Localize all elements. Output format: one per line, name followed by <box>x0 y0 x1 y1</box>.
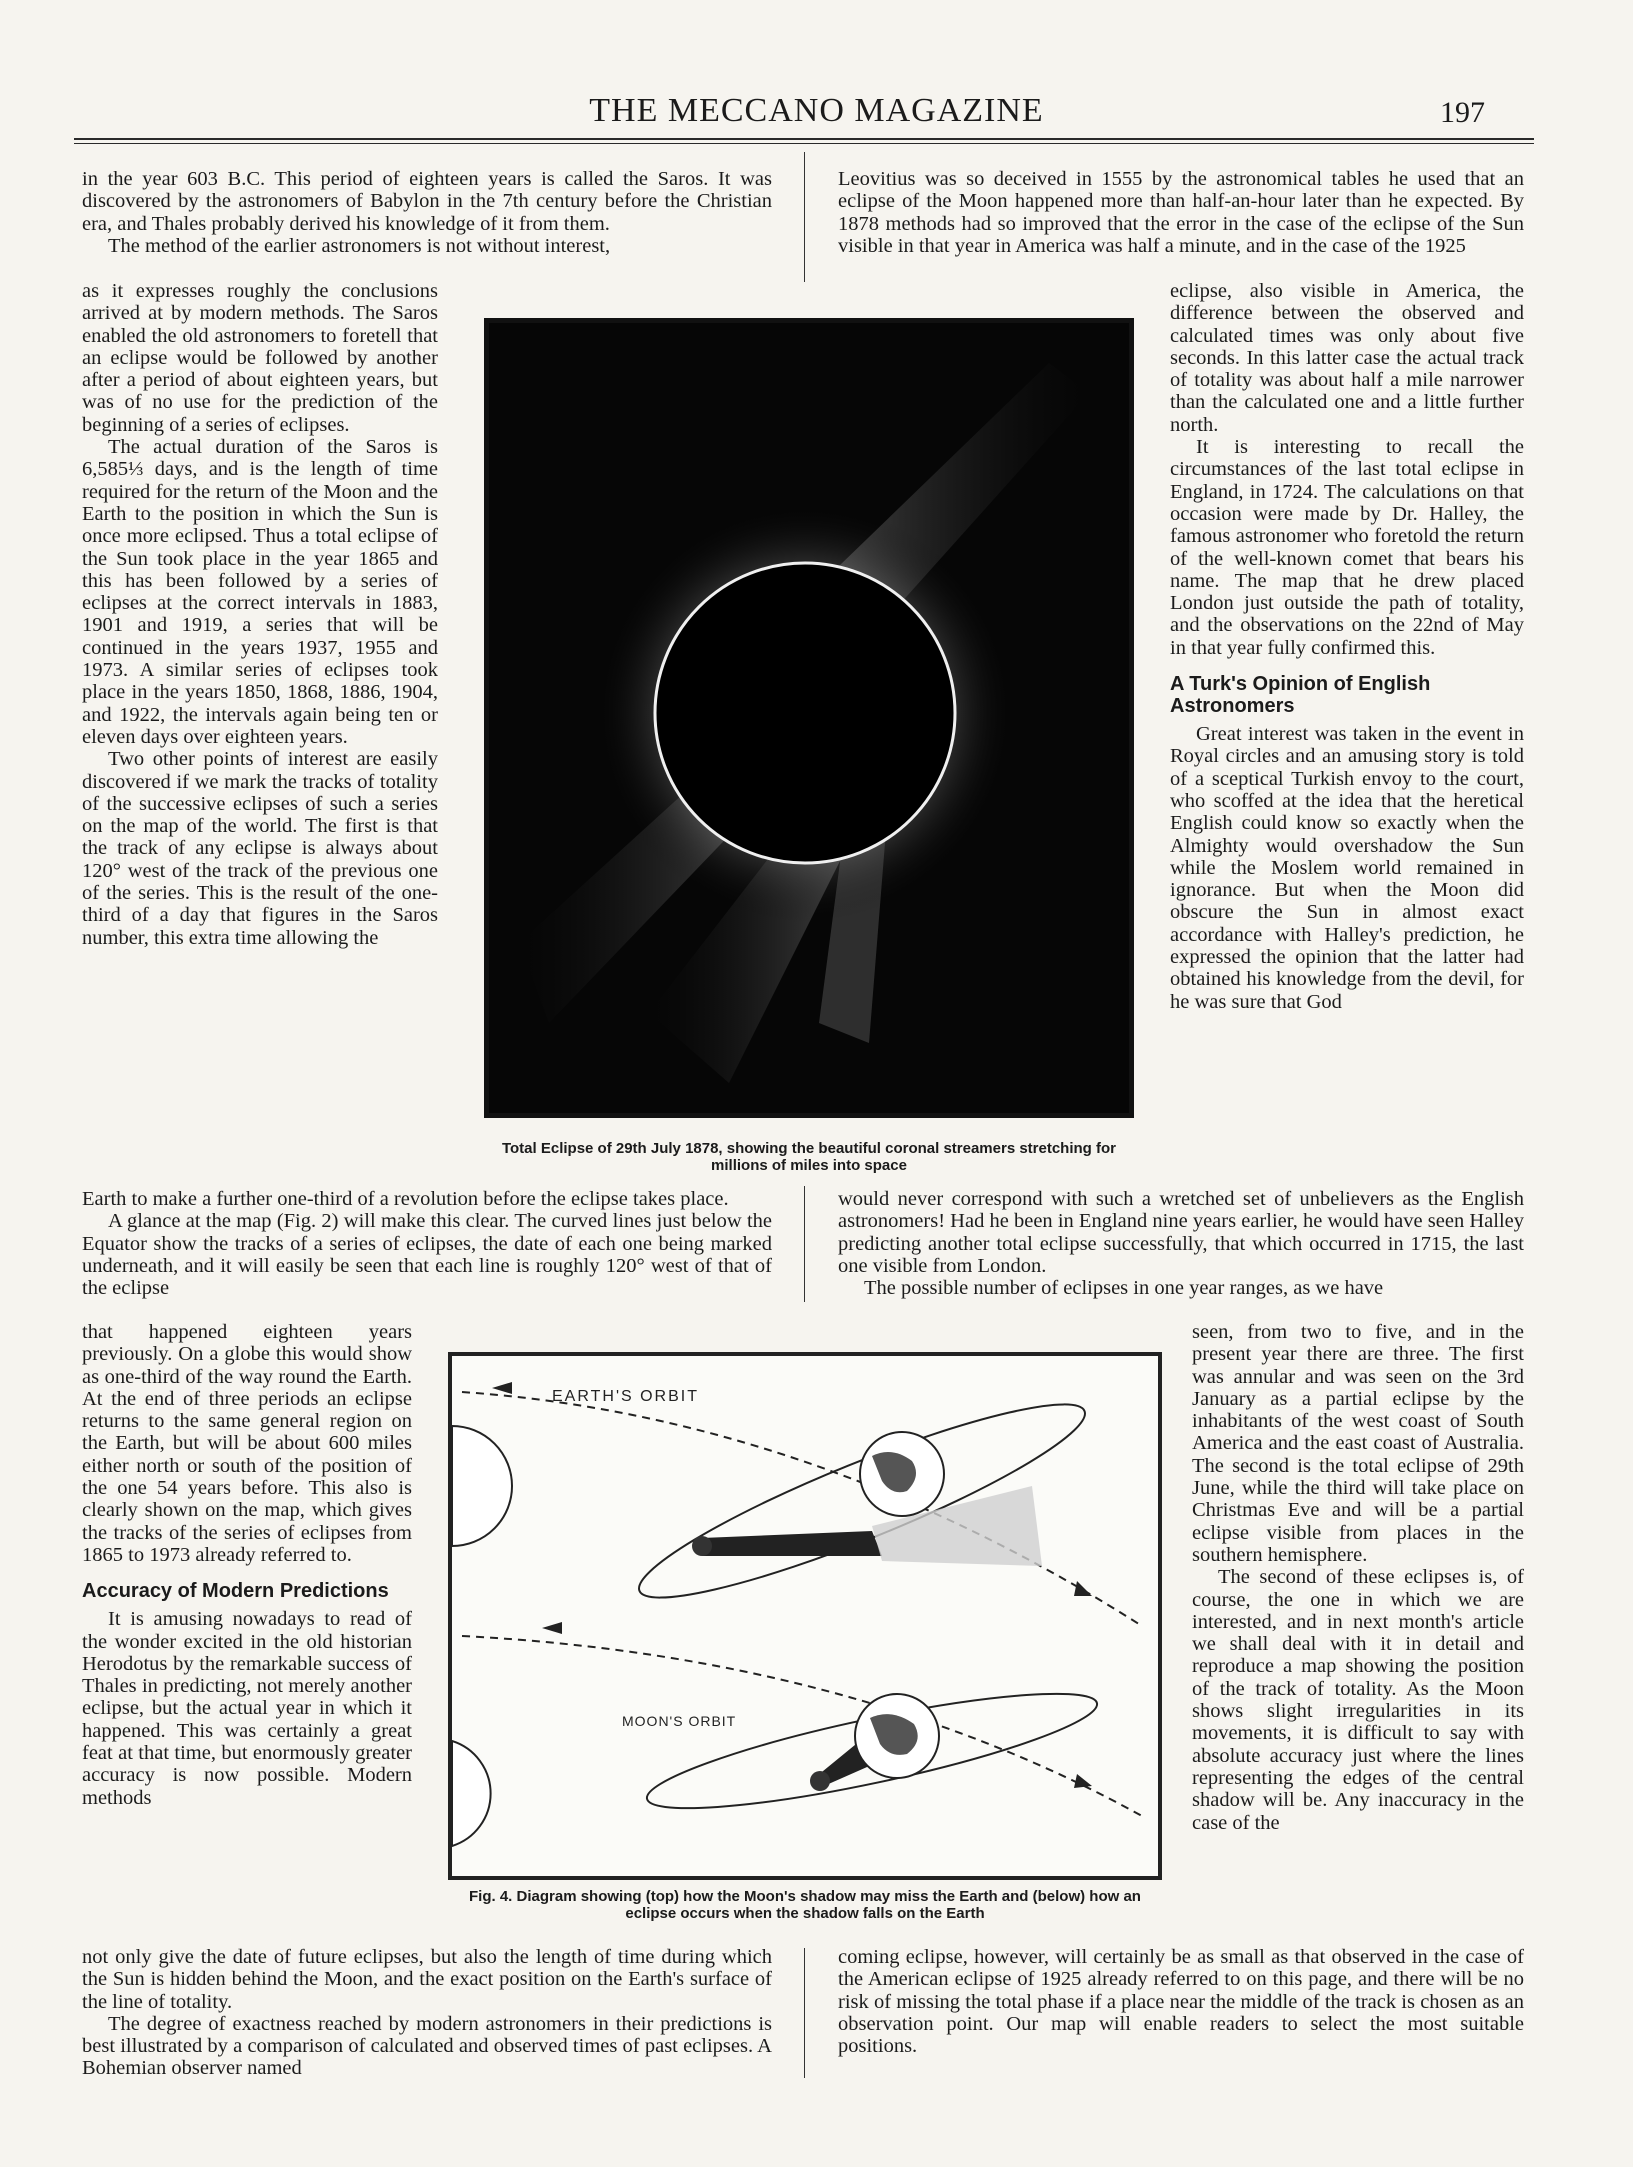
paragraph: Earth to make a further one-third of a revolution before the eclipse takes place. <box>82 1188 729 1210</box>
column-divider-bottom <box>804 1948 805 2078</box>
right-column-bottom <box>838 1946 1524 2057</box>
left-column-top <box>82 168 772 257</box>
paragraph: not only give the date of future eclipses, but also the length of time during which the Sun is hidden behind the Moon, and the exact position on the Earth's surface of the line of totality. <box>82 1946 772 2013</box>
eclipse-photo <box>484 318 1134 1118</box>
figure2-caption: Fig. 4. Diagram showing (top) how the Moon's shadow may miss the Earth and (below) how an eclipse occurs when the shadow falls on the Earth <box>469 1888 1141 1922</box>
paragraph: The actual duration of the Saros is 6,585⅓ days, and is the length of time required for the return of the Moon and the Earth to the position in which the Sun is once more eclipsed. Thus a total eclipse of the Sun took place in the year 1865 and this has been followed by a series of eclipses at the correct intervals in 1883, 1901 and 1919, a series that will be continued in the years 1937, 1955 and 1973. A similar series of eclipses took place in the years 1850, 1868, 1886, 1904, and 1922, the intervals again being ten or eleven days over eighteen years. <box>82 436 438 748</box>
column-divider-top <box>804 152 805 282</box>
paragraph: coming eclipse, however, will certainly be as small as that observed in the case of the American eclipse of 1925 already referred to on this page, and there will be no risk of missing the total phase if a place near the middle of the track is chosen as an observation point. Our map will enable readers to select the most suitable positions. <box>838 1946 1524 2058</box>
right-column-top <box>838 168 1524 257</box>
paragraph: The second of these eclipses is, of course, the one in which we are interested, and in next month's article we shall deal with it in detail and reproduce a map showing the position of the track of totality. As the Moon shows slight irregularities in its movements, it is difficult to say with absolute accuracy just where the lines representing the edges of the central shadow will be. Any inaccuracy in the case of the <box>1192 1566 1524 1834</box>
left-column-narrow-2 <box>82 1321 412 1809</box>
paragraph: The possible number of eclipses in one year ranges, as we have <box>864 1277 1384 1300</box>
section-heading: A Turk's Opinion of English Astronomers <box>1170 673 1431 718</box>
paragraph: Leovitius was so deceived in 1555 by the astronomical tables he used that an eclipse of the Moon happened more than half-an-hour later than he expected. By 1878 methods had so improved that the error in the case of the eclipse of the Sun visible in that year in America was half a minute, and in the case of the 1925 <box>838 168 1524 257</box>
figure1-caption: Total Eclipse of 29th July 1878, showing the beautiful coronal streamers stretching for millions of miles into space <box>501 1140 1117 1174</box>
right-column-narrow-2 <box>1192 1321 1524 1834</box>
paragraph: in the year 603 B.C. This period of eighteen years is called the Saros. It was discovered by the astronomers of Babylon in the 7th century before the Christian era, and Thales probably derived his knowledge of it from them. <box>82 168 772 235</box>
paragraph: The method of the earlier astronomers is not without interest, <box>108 234 611 257</box>
paragraph: It is amusing nowadays to read of the wonder excited in the old historian Herodotus by the remarkable success of Thales in predicting, not merely another eclipse, but the actual year in which it happened. This was certainly a great feat at that time, but enormously greater accuracy is now possible. Modern methods <box>82 1608 412 1809</box>
paragraph: It is interesting to recall the circumstances of the last total eclipse in England, in 1724. The calculations on that occasion were made by Dr. Halley, the famous astronomer who foretold the return of the well-known comet that bears his name. The map that he drew placed London just outside the path of totality, and the observations on the 22nd of May in that year fully confirmed this. <box>1170 436 1524 659</box>
left-column-bottom <box>82 1946 772 2080</box>
orbit-illustration <box>452 1356 1158 1876</box>
paragraph: seen, from two to five, and in the present year there are three. The first was annular and was seen on the 3rd January as a partial eclipse by the inhabitants of the west coast of South America and the east coast of Australia. The second is the total eclipse of 29th June, while the third will take place on Christmas Eve and will be a partial eclipse visible from places in the southern hemisphere. <box>1192 1321 1524 1566</box>
earth-orbit-label: EARTH'S ORBIT <box>552 1388 699 1405</box>
paragraph: Great interest was taken in the event in Royal circles and an amusing story is told of a sceptical Turkish envoy to the court, who scoffed at the idea that the heretical English could know so exactly when the Almighty would overshadow the Sun while the Moslem world remained in ignorance. But when the Moon did obscure the Sun in almost exact accordance with Halley's prediction, he expressed the opinion that the latter had obtained his knowledge from the devil, for he was sure that God <box>1170 723 1524 1013</box>
right-column-narrow <box>1170 280 1524 1013</box>
header-rule-thin <box>74 143 1534 144</box>
paragraph: eclipse, also visible in America, the difference between the observed and calculated times was only about five seconds. In this latter case the actual track of totality was about half a mile narrower than the calculated one and a little further north. <box>1170 280 1524 436</box>
left-column-middle <box>82 1188 772 1299</box>
page-number: 197 <box>1440 96 1485 129</box>
paragraph: Two other points of interest are easily discovered if we mark the tracks of totality of the successive eclipses of such a series on the map of the world. The first is that the track of any eclipse is always about 120° west of the track of the previous one of the series. This is the result of the one-third of a day that figures in the Saros number, this extra time allowing the <box>82 748 438 949</box>
magazine-title: THE MECCANO MAGAZINE <box>589 92 1044 129</box>
left-column-narrow <box>82 280 438 949</box>
section-heading: Accuracy of Modern Predictions <box>82 1580 389 1603</box>
page-header <box>0 92 1633 138</box>
corona-illustration <box>489 323 1129 1113</box>
header-rule <box>74 138 1534 140</box>
paragraph: as it expresses roughly the conclusions arrived at by modern methods. The Saros enabled the old astronomers to foretell that an eclipse would be followed by another after a period of about eighteen years, but was of no use for the prediction of the beginning of a series of eclipses. <box>82 280 438 436</box>
paragraph: The degree of exactness reached by modern astronomers in their predictions is best illustrated by a comparison of calculated and observed times of past eclipses. A Bohemian observer named <box>82 2012 772 2080</box>
moon-orbit-label: MOON'S ORBIT <box>622 1713 737 1729</box>
right-column-middle <box>838 1188 1524 1299</box>
column-divider-middle <box>804 1186 805 1302</box>
paragraph: A glance at the map (Fig. 2) will make this clear. The curved lines just below the Equator show the tracks of a series of eclipses, the date of each one being marked underneath, and it will easily be seen that each line is roughly 120° west of that of the eclipse <box>82 1210 772 1300</box>
orbit-diagram <box>448 1352 1162 1880</box>
paragraph: would never correspond with such a wretched set of unbelievers as the English astronomers! Had he been in England nine years earlier, he would have seen Halley predicting another total eclipse successfully, that which occurred in 1715, the last one visible from London. <box>838 1188 1524 1277</box>
paragraph: that happened eighteen years previously. On a globe this would show as one-third of the way round the Earth. At the end of three periods an eclipse returns to the same general region on the Earth, but will be about 600 miles either north or south of the position of the one 54 years before. This also is clearly shown on the map, which gives the tracks of the series of eclipses from 1865 to 1973 already referred to. <box>82 1321 412 1566</box>
